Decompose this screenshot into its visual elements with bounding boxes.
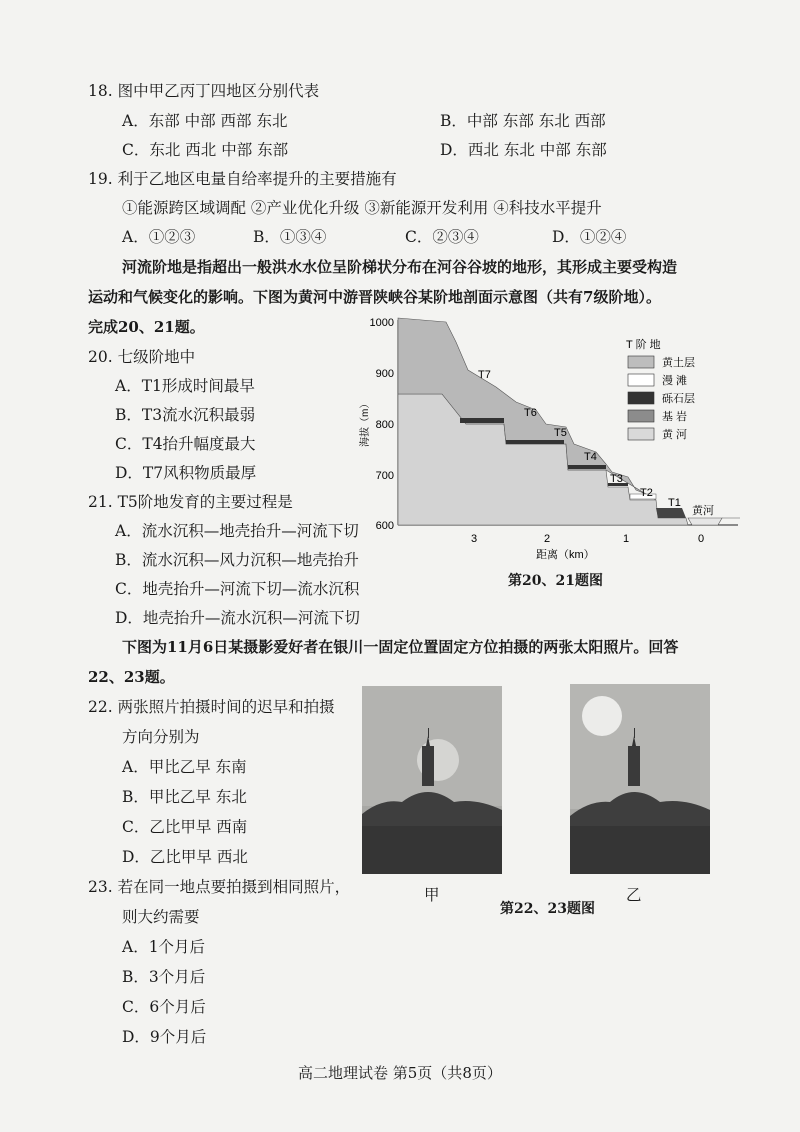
q19-option-a[interactable]: A．①②③ xyxy=(122,228,196,246)
legend-label-loess: 黄土层 xyxy=(662,357,695,369)
q23-option-b[interactable]: B．3个月后 xyxy=(122,968,206,986)
q23-stem-line2: 则大约需要 xyxy=(122,908,200,926)
y-axis-label: 海拔（m） xyxy=(360,398,371,447)
q21-stem: 21. T5阶地发育的主要过程是 xyxy=(88,493,293,511)
q18-option-b[interactable]: B．中部 东部 东北 西部 xyxy=(440,112,606,130)
q23-option-d[interactable]: D．9个月后 xyxy=(122,1028,207,1046)
page-footer: 高二地理试卷 第5页（共8页） xyxy=(298,1064,502,1082)
q22-stem-line2: 方向分别为 xyxy=(122,728,200,746)
q18-option-d[interactable]: D．西北 东北 中部 东部 xyxy=(440,141,607,159)
y-tick-600: 600 xyxy=(375,520,394,532)
q23-stem-line1: 23. 若在同一地点要拍摄到相同照片， xyxy=(88,878,351,896)
q20-option-c[interactable]: C．T4抬升幅度最大 xyxy=(115,435,256,453)
y-tick-700: 700 xyxy=(375,470,394,482)
terrace-label-t5: T5 xyxy=(554,427,567,439)
legend-swatch-loess xyxy=(628,356,654,368)
q19-option-b[interactable]: B．①③④ xyxy=(253,228,327,246)
q20-option-a[interactable]: A．T1形成时间最早 xyxy=(115,377,255,395)
gravel-t1 xyxy=(656,508,686,518)
x-axis-label: 距离（km） xyxy=(536,549,595,561)
q21-option-b[interactable]: B．流水沉积—风力沉积—地壳抬升 xyxy=(115,551,359,569)
q23-option-c[interactable]: C．6个月后 xyxy=(122,998,206,1016)
q22-option-b[interactable]: B．甲比乙早 东北 xyxy=(122,788,247,806)
photo-yi xyxy=(570,684,710,874)
terrace-label-t3: T3 xyxy=(610,473,623,485)
q18-stem: 18. 图中甲乙丙丁四地区分别代表 xyxy=(88,82,320,100)
terrace-label-t7: T7 xyxy=(478,369,491,381)
legend-label-gravel: 砾石层 xyxy=(662,393,695,405)
q22-option-c[interactable]: C．乙比甲早 西南 xyxy=(122,818,248,836)
q18-option-a[interactable]: A．东部 中部 西部 东北 xyxy=(122,112,288,130)
q19-option-c[interactable]: C．②③④ xyxy=(405,228,479,246)
photo-jia xyxy=(362,686,502,874)
q23-option-a[interactable]: A．1个月后 xyxy=(122,938,206,956)
intro-20-21-line1: 河流阶地是指超出一般洪水水位呈阶梯状分布在河谷谷坡的地形，其形成主要受构造 xyxy=(122,258,678,276)
legend-swatch-gravel xyxy=(628,392,654,404)
q22-option-d[interactable]: D．乙比甲早 西北 xyxy=(122,848,248,866)
terrace-label-t4: T4 xyxy=(584,451,597,463)
legend-label-bedrock: 基 岩 xyxy=(662,411,688,423)
intro-22-23-line1: 下图为11月6日某摄影爱好者在银川一固定位置固定方位拍摄的两张太阳照片。回答 xyxy=(122,638,679,656)
y-tick-900: 900 xyxy=(375,368,394,380)
y-tick-1000: 1000 xyxy=(369,317,394,329)
legend-label-floodplain: 漫 滩 xyxy=(662,375,688,387)
legend-title: T 阶 地 xyxy=(626,339,661,351)
q18-option-c[interactable]: C．东北 西北 中部 东部 xyxy=(122,141,289,159)
legend xyxy=(626,337,695,441)
gravel-t5 xyxy=(506,440,564,444)
terrace-label-t6: T6 xyxy=(524,407,537,419)
river-label: 黄河 xyxy=(692,505,714,517)
terrace-label-t2: T2 xyxy=(640,487,653,499)
terrace-profile-diagram xyxy=(356,312,742,562)
q19-stem: 19. 利于乙地区电量自给率提升的主要措施有 xyxy=(88,170,397,188)
sun-yi xyxy=(582,696,622,736)
river-channel xyxy=(688,518,722,525)
q20-option-b[interactable]: B．T3流水沉积最弱 xyxy=(115,406,256,424)
gravel-t6 xyxy=(460,418,504,423)
photo-jia-label: 甲 xyxy=(424,886,440,904)
q20-stem: 20. 七级阶地中 xyxy=(88,348,196,366)
intro-20-21-line3: 完成20、21题。 xyxy=(88,318,205,336)
x-tick-1: 1 xyxy=(623,533,630,545)
q22-option-a[interactable]: A．甲比乙早 东南 xyxy=(122,758,247,776)
q20-option-d[interactable]: D．T7风积物质最厚 xyxy=(115,464,257,482)
y-tick-800: 800 xyxy=(375,419,394,431)
intro-22-23-line2: 22、23题。 xyxy=(88,668,175,686)
legend-swatch-river xyxy=(628,428,654,440)
figure-22-23-caption: 第22、23题图 xyxy=(500,901,595,917)
intro-20-21-line2: 运动和气候变化的影响。下图为黄河中游晋陕峡谷某阶地剖面示意图（共有7级阶地）。 xyxy=(88,288,661,306)
figure-20-21-caption: 第20、21题图 xyxy=(508,573,603,589)
q19-items: ①能源跨区域调配 ②产业优化升级 ③新能源开发利用 ④科技水平提升 xyxy=(122,199,602,217)
legend-swatch-floodplain xyxy=(628,374,654,386)
x-tick-2: 2 xyxy=(544,533,551,545)
q21-option-a[interactable]: A．流水沉积—地壳抬升—河流下切 xyxy=(115,522,359,540)
legend-label-river: 黄 河 xyxy=(662,429,688,441)
gravel-t4 xyxy=(568,465,606,469)
x-tick-3: 3 xyxy=(471,533,478,545)
q19-option-d[interactable]: D．①②④ xyxy=(552,228,627,246)
q22-stem-line1: 22. 两张照片拍摄时间的迟早和拍摄 xyxy=(88,698,335,716)
photo-yi-label: 乙 xyxy=(626,886,642,904)
q21-option-d[interactable]: D．地壳抬升—流水沉积—河流下切 xyxy=(115,609,360,627)
legend-swatch-bedrock xyxy=(628,410,654,422)
q21-option-c[interactable]: C．地壳抬升—河流下切—流水沉积 xyxy=(115,580,360,598)
x-tick-0: 0 xyxy=(698,533,705,545)
terrace-label-t1: T1 xyxy=(668,497,681,509)
